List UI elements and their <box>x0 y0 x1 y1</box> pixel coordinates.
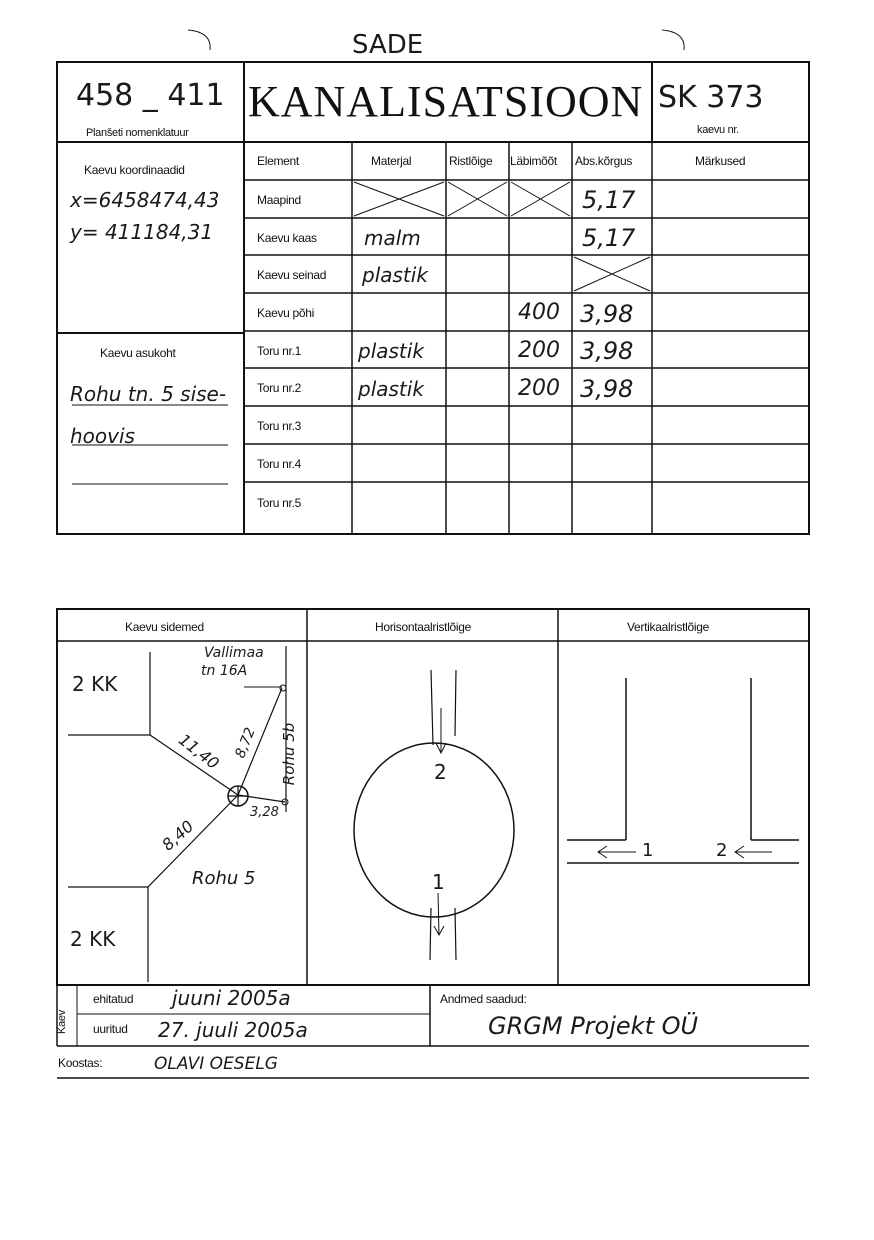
coord-y: y= 411184,31 <box>70 220 214 244</box>
cell-diameter: 200 <box>518 338 560 363</box>
label-pipe-1: 1 <box>432 870 445 894</box>
well-label: kaevu nr. <box>697 124 739 136</box>
built-label: ehitatud <box>93 992 134 1006</box>
location-label: Kaevu asukoht <box>100 346 176 360</box>
provided-value: GRGM Projekt OÜ <box>488 1012 699 1040</box>
label-2kk-top: 2 KK <box>72 672 118 696</box>
col-header-cross: Ristlõige <box>449 154 493 168</box>
location-line2: hoovis <box>70 424 135 448</box>
row-element: Kaevu põhi <box>257 306 315 320</box>
section-header-horizontal: Horisontaalristlõige <box>375 620 472 634</box>
location-line1: Rohu tn. 5 sise- <box>70 382 227 406</box>
row-element: Kaevu seinad <box>257 268 327 282</box>
row-element: Toru nr.5 <box>257 496 301 510</box>
label-vallimaa-2: tn 16A <box>201 663 248 679</box>
cell-diameter: 400 <box>518 300 560 325</box>
row-element: Toru nr.1 <box>257 344 301 358</box>
page-title: KANALISATSIOON <box>248 77 644 126</box>
label-dist-840: 8,40 <box>158 816 198 855</box>
col-header-abs: Abs.kõrgus <box>575 154 633 168</box>
row-element: Kaevu kaas <box>257 231 317 245</box>
label-dist-872: 8,72 <box>232 725 259 761</box>
label-rohu-5: Rohu 5 <box>192 868 256 889</box>
row-element: Toru nr.2 <box>257 381 301 395</box>
label-dist-328: 3,28 <box>250 805 279 820</box>
cell-material: plastik <box>358 377 424 401</box>
label-vert-1: 1 <box>642 840 654 861</box>
cell-material: malm <box>364 226 421 250</box>
author-value: OLAVI OESELG <box>154 1054 278 1074</box>
sheet-number: 458 _ 411 <box>76 78 225 113</box>
coord-x: x=6458474,43 <box>70 188 220 212</box>
label-vert-2: 2 <box>716 840 728 861</box>
col-header-element: Element <box>257 154 299 168</box>
bottom-grid <box>0 590 874 1090</box>
label-rohu-5b: Rohu 5b <box>280 722 299 786</box>
cell-material: plastik <box>362 263 428 287</box>
col-header-diameter: Läbimõõt <box>510 154 557 168</box>
cell-abs: 5,17 <box>582 186 636 214</box>
cell-material: plastik <box>358 339 424 363</box>
label-dist-1140: 11,40 <box>175 729 223 774</box>
col-header-material: Materjal <box>371 154 412 168</box>
col-header-notes: Märkused <box>695 154 746 168</box>
cell-diameter: 200 <box>518 376 560 401</box>
row-element: Maapind <box>257 193 301 207</box>
sade-note: SADE <box>352 30 424 60</box>
kaev-label: Kaev <box>55 1010 68 1034</box>
cell-abs: 5,17 <box>582 224 636 252</box>
well-number: SK 373 <box>658 80 764 115</box>
label-2kk-bottom: 2 KK <box>70 927 116 951</box>
coords-label: Kaevu koordinaadid <box>84 163 185 177</box>
label-pipe-2: 2 <box>434 760 447 784</box>
row-element: Toru nr.4 <box>257 457 301 471</box>
cell-abs: 3,98 <box>580 337 634 365</box>
provided-label: Andmed saadud: <box>440 992 527 1006</box>
sheet-label: Planšeti nomenklatuur <box>86 127 189 139</box>
section-header-connections: Kaevu sidemed <box>125 620 204 634</box>
cell-abs: 3,98 <box>580 375 634 403</box>
surveyed-value: 27. juuli 2005a <box>158 1018 308 1042</box>
built-value: juuni 2005a <box>172 986 291 1010</box>
section-header-vertical: Vertikaalristlõige <box>627 620 709 634</box>
author-label: Koostas: <box>58 1056 103 1070</box>
cell-abs: 3,98 <box>580 300 634 328</box>
surveyed-label: uuritud <box>93 1022 128 1036</box>
row-element: Toru nr.3 <box>257 419 301 433</box>
label-vallimaa: Vallimaa <box>204 645 264 661</box>
